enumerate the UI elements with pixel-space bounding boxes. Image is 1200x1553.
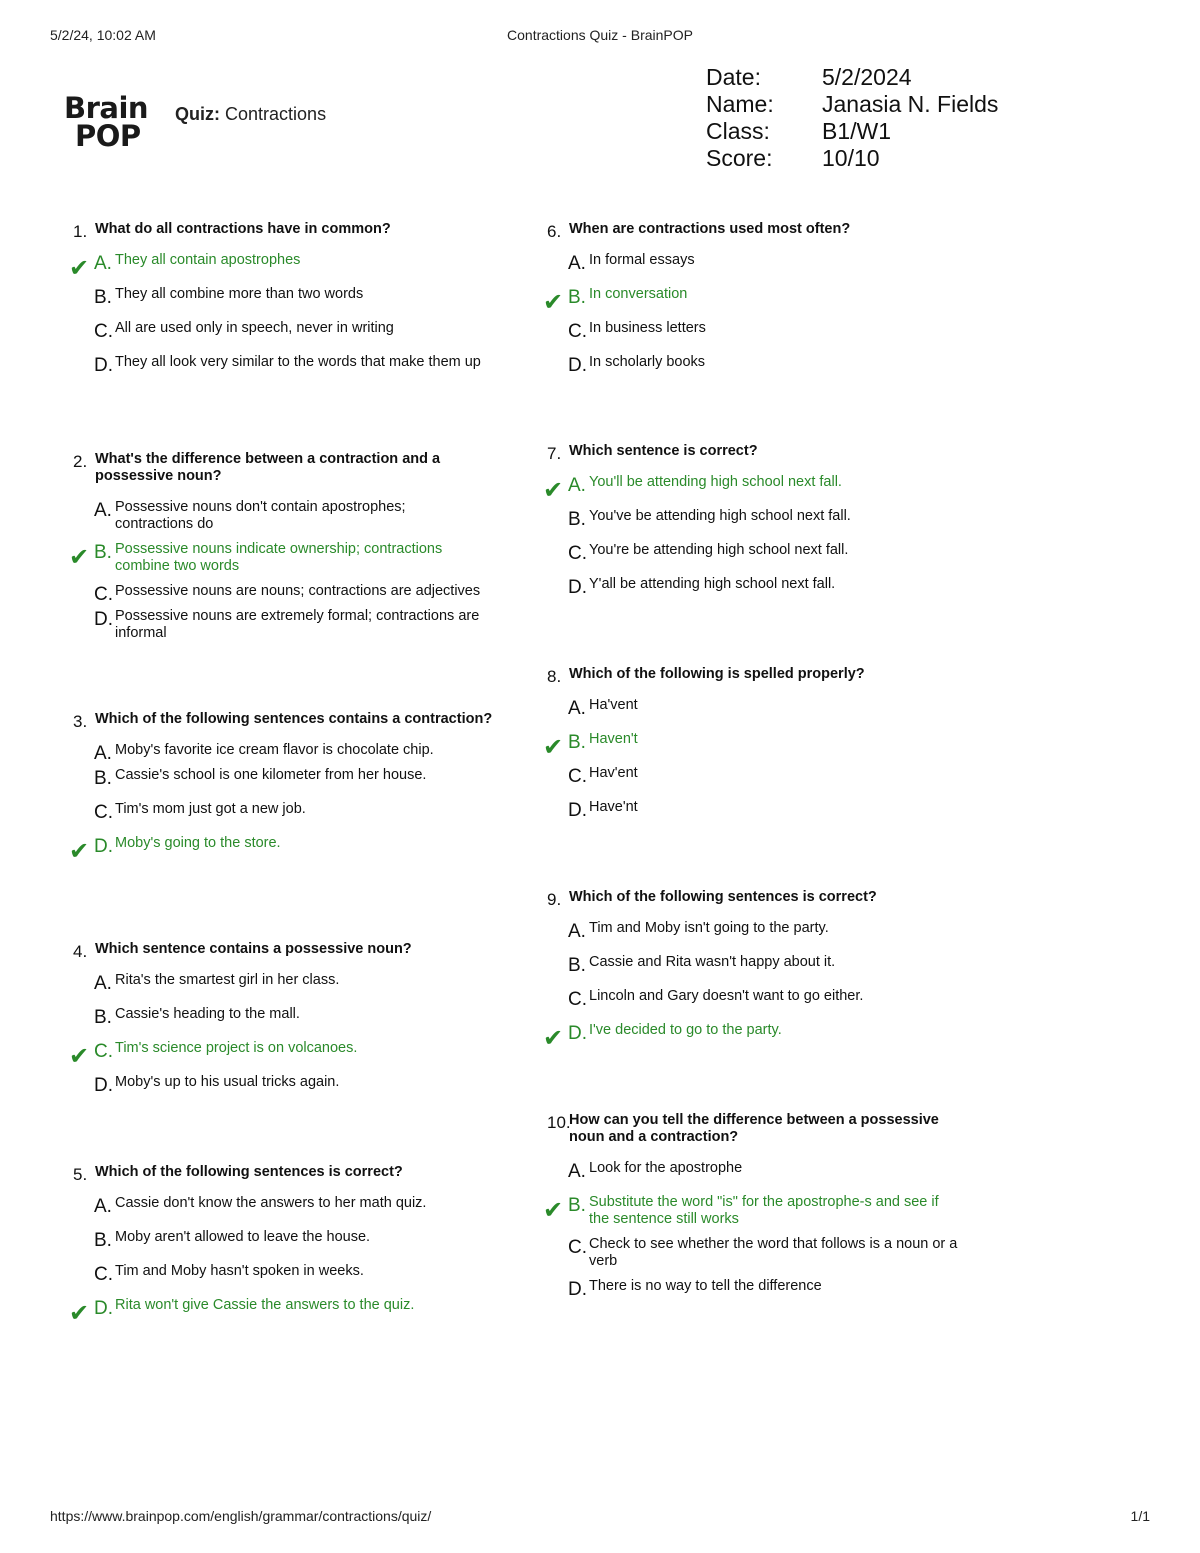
answer-option[interactable] bbox=[94, 801, 495, 823]
checkmark-icon: ✔ bbox=[543, 476, 564, 504]
question-2 bbox=[69, 451, 495, 650]
option-letter: A. bbox=[94, 253, 112, 274]
answer-option[interactable] bbox=[568, 988, 969, 1010]
answer-option[interactable] bbox=[568, 1160, 969, 1182]
info-label: Score: bbox=[706, 145, 773, 171]
option-text: Lincoln and Gary doesn't want to go either. bbox=[589, 988, 864, 1004]
option-letter: B. bbox=[568, 955, 586, 976]
checkmark-icon: ✔ bbox=[543, 733, 564, 761]
option-letter: D. bbox=[94, 1298, 113, 1319]
answer-option[interactable] bbox=[543, 1194, 969, 1228]
option-letter: C. bbox=[568, 543, 587, 564]
option-text: Moby aren't allowed to leave the house. bbox=[115, 1229, 371, 1245]
quiz-title-prefix: Quiz: bbox=[175, 104, 220, 124]
answer-options bbox=[69, 742, 495, 865]
info-label: Class: bbox=[706, 118, 770, 144]
option-letter: B. bbox=[94, 542, 112, 563]
info-row-score bbox=[706, 145, 998, 172]
answer-option[interactable] bbox=[568, 252, 969, 274]
question-text: Which sentence is correct? bbox=[569, 443, 758, 459]
option-text: All are used only in speech, never in writing bbox=[115, 320, 394, 336]
option-letter: A. bbox=[94, 973, 112, 994]
info-row-name bbox=[706, 91, 998, 118]
option-letter: C. bbox=[94, 1041, 113, 1062]
question-4 bbox=[69, 941, 495, 1108]
question-header bbox=[73, 941, 495, 961]
info-row-date bbox=[706, 64, 998, 91]
answer-option[interactable] bbox=[69, 835, 495, 865]
answer-option[interactable] bbox=[94, 1006, 495, 1028]
answer-options bbox=[543, 920, 969, 1052]
quiz-title-topic: Contractions bbox=[225, 104, 327, 124]
answer-options bbox=[69, 1195, 495, 1327]
answer-option[interactable] bbox=[568, 354, 969, 376]
option-text: In conversation bbox=[589, 286, 688, 302]
option-letter: D. bbox=[568, 355, 587, 376]
print-page-title: Contractions Quiz - BrainPOP bbox=[507, 27, 693, 43]
question-1 bbox=[69, 221, 495, 379]
checkmark-icon: ✔ bbox=[69, 837, 90, 865]
option-letter: C. bbox=[94, 802, 113, 823]
logo-line-1: Brain bbox=[64, 91, 149, 125]
answer-options bbox=[69, 252, 495, 376]
option-text: Tim and Moby isn't going to the party. bbox=[589, 920, 829, 936]
answer-options bbox=[543, 1160, 969, 1300]
option-letter: C. bbox=[568, 321, 587, 342]
checkmark-icon: ✔ bbox=[69, 543, 90, 571]
option-letter: D. bbox=[568, 1279, 587, 1300]
question-text: What do all contractions have in common? bbox=[95, 221, 391, 237]
question-number: 7. bbox=[547, 444, 562, 463]
option-text: Moby's going to the store. bbox=[115, 835, 281, 851]
option-letter: D. bbox=[568, 577, 587, 598]
option-letter: B. bbox=[568, 287, 586, 308]
checkmark-icon: ✔ bbox=[69, 1042, 90, 1070]
option-text: Moby's up to his usual tricks again. bbox=[115, 1074, 340, 1090]
question-header bbox=[547, 221, 969, 241]
question-text: Which of the following is spelled properly? bbox=[569, 666, 865, 682]
answer-option[interactable] bbox=[568, 1278, 969, 1300]
answer-option[interactable] bbox=[568, 799, 969, 821]
option-letter: A. bbox=[568, 1161, 586, 1182]
option-letter: A. bbox=[94, 1196, 112, 1217]
option-text: They all combine more than two words bbox=[115, 286, 364, 302]
print-url: https://www.brainpop.com/english/grammar/contractions/quiz/ bbox=[50, 1508, 432, 1524]
option-text: Cassie's school is one kilometer from her house. bbox=[115, 767, 427, 783]
option-letter: B. bbox=[568, 1195, 586, 1216]
answer-option[interactable] bbox=[94, 1195, 495, 1217]
question-header bbox=[547, 1112, 969, 1146]
option-text: Y'all be attending high school next fall. bbox=[589, 576, 836, 592]
question-text: Which of the following sentences is correct? bbox=[569, 889, 877, 905]
answer-option[interactable] bbox=[94, 767, 495, 789]
option-text: Possessive nouns indicate ownership; contractions combine two words bbox=[115, 541, 443, 574]
question-number: 1. bbox=[73, 222, 88, 241]
option-text: Possessive nouns don't contain apostrophes; contractions do bbox=[115, 499, 406, 532]
question-number: 8. bbox=[547, 667, 562, 686]
answer-options bbox=[69, 972, 495, 1096]
answer-option[interactable] bbox=[69, 1297, 495, 1327]
option-letter: A. bbox=[94, 743, 112, 764]
answer-option[interactable] bbox=[568, 508, 969, 530]
option-letter: D. bbox=[568, 1023, 587, 1044]
question-header bbox=[547, 666, 969, 686]
answer-option[interactable] bbox=[94, 1263, 495, 1285]
logo-line-2: POP bbox=[75, 119, 141, 153]
question-9 bbox=[543, 889, 969, 1056]
option-letter: B. bbox=[94, 768, 112, 789]
question-header bbox=[73, 1164, 495, 1184]
info-value: 5/2/2024 bbox=[822, 64, 912, 90]
option-text: Haven't bbox=[589, 731, 638, 747]
answer-option[interactable] bbox=[568, 920, 969, 942]
question-text: When are contractions used most often? bbox=[569, 221, 851, 237]
checkmark-icon: ✔ bbox=[69, 1299, 90, 1327]
print-page-number: 1/1 bbox=[1130, 1508, 1150, 1524]
option-letter: B. bbox=[94, 1007, 112, 1028]
option-text: In business letters bbox=[589, 320, 706, 336]
answer-option[interactable] bbox=[568, 954, 969, 976]
question-header bbox=[547, 889, 969, 909]
question-text: Which of the following sentences contains a contraction? bbox=[95, 711, 493, 727]
option-text: Have'nt bbox=[589, 799, 638, 815]
answer-option[interactable] bbox=[69, 252, 495, 282]
option-text: You've be attending high school next fall. bbox=[589, 508, 851, 524]
answer-option[interactable] bbox=[94, 354, 495, 376]
answer-option[interactable] bbox=[94, 583, 495, 605]
option-text: They all look very similar to the words that make them up bbox=[115, 354, 481, 370]
question-number: 6. bbox=[547, 222, 562, 241]
question-header bbox=[73, 711, 495, 731]
question-number: 3. bbox=[73, 712, 88, 731]
question-header bbox=[73, 451, 495, 485]
answer-option[interactable] bbox=[569, 1236, 969, 1270]
answer-option[interactable] bbox=[94, 320, 495, 342]
question-number: 5. bbox=[73, 1165, 88, 1184]
student-info bbox=[706, 64, 998, 172]
answer-option[interactable] bbox=[543, 474, 969, 504]
checkmark-icon: ✔ bbox=[543, 288, 564, 316]
answer-option[interactable] bbox=[568, 542, 969, 564]
option-text: Possessive nouns are extremely formal; contractions are informal bbox=[115, 608, 480, 641]
option-text: Tim's science project is on volcanoes. bbox=[115, 1040, 358, 1056]
answer-option[interactable] bbox=[568, 320, 969, 342]
option-text: Rita won't give Cassie the answers to the quiz. bbox=[115, 1297, 415, 1313]
question-number: 9. bbox=[547, 890, 562, 909]
answer-option[interactable] bbox=[543, 731, 969, 761]
option-letter: A. bbox=[568, 253, 586, 274]
answer-option[interactable] bbox=[69, 541, 495, 575]
info-value: B1/W1 bbox=[822, 118, 892, 144]
answer-options bbox=[543, 474, 969, 598]
answer-option[interactable] bbox=[568, 576, 969, 598]
option-text: Moby's favorite ice cream flavor is chocolate chip. bbox=[115, 742, 434, 758]
option-letter: C. bbox=[568, 989, 587, 1010]
answer-option[interactable] bbox=[94, 1229, 495, 1251]
answer-option[interactable] bbox=[95, 608, 495, 642]
option-letter: C. bbox=[568, 1237, 587, 1258]
answer-option[interactable] bbox=[69, 1040, 495, 1070]
answer-option[interactable] bbox=[94, 1074, 495, 1096]
option-letter: B. bbox=[568, 509, 586, 530]
option-text: They all contain apostrophes bbox=[115, 252, 301, 268]
info-row-class bbox=[706, 118, 998, 145]
option-text: Rita's the smartest girl in her class. bbox=[115, 972, 340, 988]
question-5 bbox=[69, 1164, 495, 1331]
option-letter: A. bbox=[568, 698, 586, 719]
question-number: 10. bbox=[547, 1113, 571, 1132]
option-letter: B. bbox=[94, 1230, 112, 1251]
question-3 bbox=[69, 711, 495, 869]
question-text: Which sentence contains a possessive noun? bbox=[95, 941, 412, 957]
option-letter: D. bbox=[568, 800, 587, 821]
info-label: Name: bbox=[706, 91, 774, 117]
answer-option[interactable] bbox=[94, 286, 495, 308]
option-letter: B. bbox=[568, 732, 586, 753]
option-text: Cassie and Rita wasn't happy about it. bbox=[589, 954, 836, 970]
answer-option[interactable] bbox=[94, 972, 495, 994]
option-letter: D. bbox=[94, 609, 113, 630]
option-text: Tim's mom just got a new job. bbox=[115, 801, 306, 817]
option-letter: A. bbox=[568, 475, 586, 496]
question-10 bbox=[543, 1112, 969, 1312]
question-number: 4. bbox=[73, 942, 88, 961]
answer-option[interactable] bbox=[94, 742, 495, 764]
option-text: Check to see whether the word that follows is a noun or a verb bbox=[589, 1236, 958, 1269]
option-text: I've decided to go to the party. bbox=[589, 1022, 782, 1038]
checkmark-icon: ✔ bbox=[543, 1196, 564, 1224]
quiz-title bbox=[175, 104, 326, 125]
info-label: Date: bbox=[706, 64, 761, 90]
question-7 bbox=[543, 443, 969, 610]
option-letter: D. bbox=[94, 836, 113, 857]
question-text: How can you tell the difference between a possessive noun and a contraction? bbox=[569, 1112, 939, 1145]
info-value: 10/10 bbox=[822, 145, 880, 171]
option-text: Possessive nouns are nouns; contractions are adjectives bbox=[115, 583, 481, 599]
option-letter: C. bbox=[94, 1264, 113, 1285]
option-text: Hav'ent bbox=[589, 765, 638, 781]
option-text: Tim and Moby hasn't spoken in weeks. bbox=[115, 1263, 364, 1279]
brainpop-logo[interactable] bbox=[64, 91, 170, 154]
question-text: Which of the following sentences is correct? bbox=[95, 1164, 403, 1180]
answer-option[interactable] bbox=[95, 499, 495, 533]
print-datetime: 5/2/24, 10:02 AM bbox=[50, 27, 156, 43]
option-text: You'll be attending high school next fall. bbox=[589, 474, 842, 490]
question-8 bbox=[543, 666, 969, 833]
checkmark-icon: ✔ bbox=[69, 254, 90, 282]
option-letter: A. bbox=[94, 500, 112, 521]
option-text: Cassie's heading to the mall. bbox=[115, 1006, 300, 1022]
question-header bbox=[73, 221, 495, 241]
option-letter: D. bbox=[94, 355, 113, 376]
answer-options bbox=[543, 252, 969, 376]
question-6 bbox=[543, 221, 969, 388]
checkmark-icon: ✔ bbox=[543, 1024, 564, 1052]
answer-option[interactable] bbox=[543, 286, 969, 316]
option-letter: C. bbox=[94, 321, 113, 342]
answer-option[interactable] bbox=[568, 765, 969, 787]
answer-options bbox=[69, 499, 495, 642]
info-value: Janasia N. Fields bbox=[822, 91, 999, 117]
answer-option[interactable] bbox=[543, 1022, 969, 1052]
question-text: What's the difference between a contraction and a possessive noun? bbox=[95, 451, 441, 484]
option-letter: A. bbox=[568, 921, 586, 942]
option-text: There is no way to tell the difference bbox=[589, 1278, 822, 1294]
option-text: Substitute the word "is" for the apostrophe-s and see if the sentence still works bbox=[589, 1194, 939, 1227]
option-letter: B. bbox=[94, 287, 112, 308]
option-text: Look for the apostrophe bbox=[589, 1160, 743, 1176]
option-text: You're be attending high school next fall. bbox=[589, 542, 849, 558]
option-letter: C. bbox=[568, 766, 587, 787]
option-text: In scholarly books bbox=[589, 354, 706, 370]
question-number: 2. bbox=[73, 452, 88, 471]
option-text: Ha'vent bbox=[589, 697, 638, 713]
option-text: Cassie don't know the answers to her math quiz. bbox=[115, 1195, 427, 1211]
option-letter: D. bbox=[94, 1075, 113, 1096]
option-letter: C. bbox=[94, 584, 113, 605]
answer-option[interactable] bbox=[568, 697, 969, 719]
answer-options bbox=[543, 697, 969, 821]
question-header bbox=[547, 443, 969, 463]
option-text: In formal essays bbox=[589, 252, 695, 268]
